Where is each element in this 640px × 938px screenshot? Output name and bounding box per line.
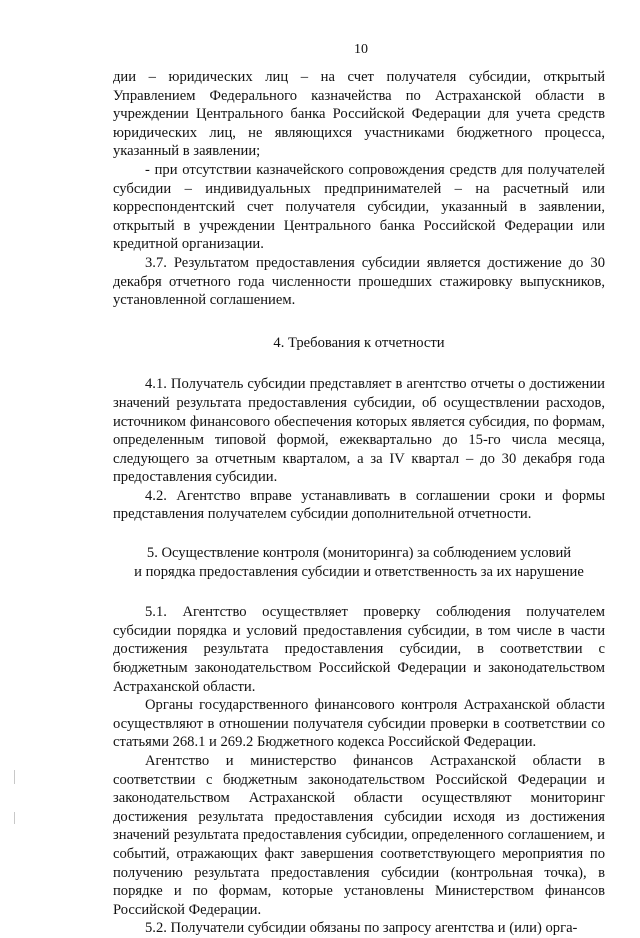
paragraph: Органы государственного финансового контроля Астраханской области осуществляют в отношении получателя субсидии проверки в соответствии со статьями 268.1 и 269.2 Бюджетного кодекса Российской Федерации. — [113, 697, 605, 751]
section-top — [113, 68, 605, 310]
heading-line: и порядка предоставления субсидии и ответственность за их нарушение — [134, 563, 584, 580]
paragraph: 5.2. Получатели субсидии обязаны по запросу агентства и (или) орга- — [145, 920, 578, 937]
paragraph: 3.7. Результатом предоставления субсидии является достижение до 30 декабря отчетного года численности прошедших стажировку выпускников, установленной соглашением. — [113, 254, 605, 309]
section-4 — [113, 375, 605, 524]
paragraph: 4.1. Получатель субсидии представляет в агентство отчеты о достижении значений результата предоставления субсидии, об осуществлении расходов, источником финансового обеспечения которых является субсидия, по формам, определенным типовой формой, ежеквартально до 15-го числа месяца, следующего за отчетным кварталом, а за IV квартал – до 30 декабря года предоставления субсидии. — [113, 376, 605, 486]
paragraph: 5.1. Агентство осуществляет проверку соблюдения получателем субсидии порядка и условий предоставления субсидии, в том числе в части достижения результата предоставления субсидии, в соответствии с бюджетным законодательством Российской Федерации и законодательством Астраханской области. — [113, 604, 605, 695]
scan-margin-mark — [14, 770, 15, 784]
page-number: 10 — [354, 42, 368, 57]
section-heading-4: 4. Требования к отчетности — [273, 334, 445, 351]
scan-margin-mark — [14, 812, 15, 824]
heading-line: 5. Осуществление контроля (мониторинга) за соблюдением условий — [146, 545, 572, 562]
paragraph: 4.2. Агентство вправе устанавливать в соглашении сроки и формы представления получателем субсидии дополнительной отчетности. — [113, 487, 605, 523]
paragraph: дии – юридических лиц – на счет получателя субсидии, открытый Управлением Федерального казначейства по Астраханской области в учреждении Центрального банка Российской Федерации для учета средств юридических лиц, не являющихся участниками бюджетного процесса, указанный в заявлении; — [113, 69, 605, 160]
paragraph: Агентство и министерство финансов Астраханской области в соответствии с бюджетным законодательством Российской Федерации и законодательством Астраханской области осуществляют мониторинг достижения результата предоставления субсидии исходя из достижения значений результата предоставления субсидии, определенного соглашением, и событий, отражающих факт завершения соответствующего мероприятия по получению результата предоставления субсидии (контрольная точка), в порядке и по формам, которые установлены Министерством финансов Российской Федерации. — [113, 753, 605, 918]
paragraph: - при отсутствии казначейского сопровождения средств для получателей субсидии – индивидуальных предпринимателей – на расчетный или корреспондентский счет получателя субсидии, указанный в заявлении, открытый в учреждении Центрального банка Российской Федерации или кредитной организации. — [113, 161, 605, 253]
document-page — [113, 42, 605, 938]
section-5 — [113, 603, 605, 938]
section-heading-5 — [113, 544, 605, 581]
